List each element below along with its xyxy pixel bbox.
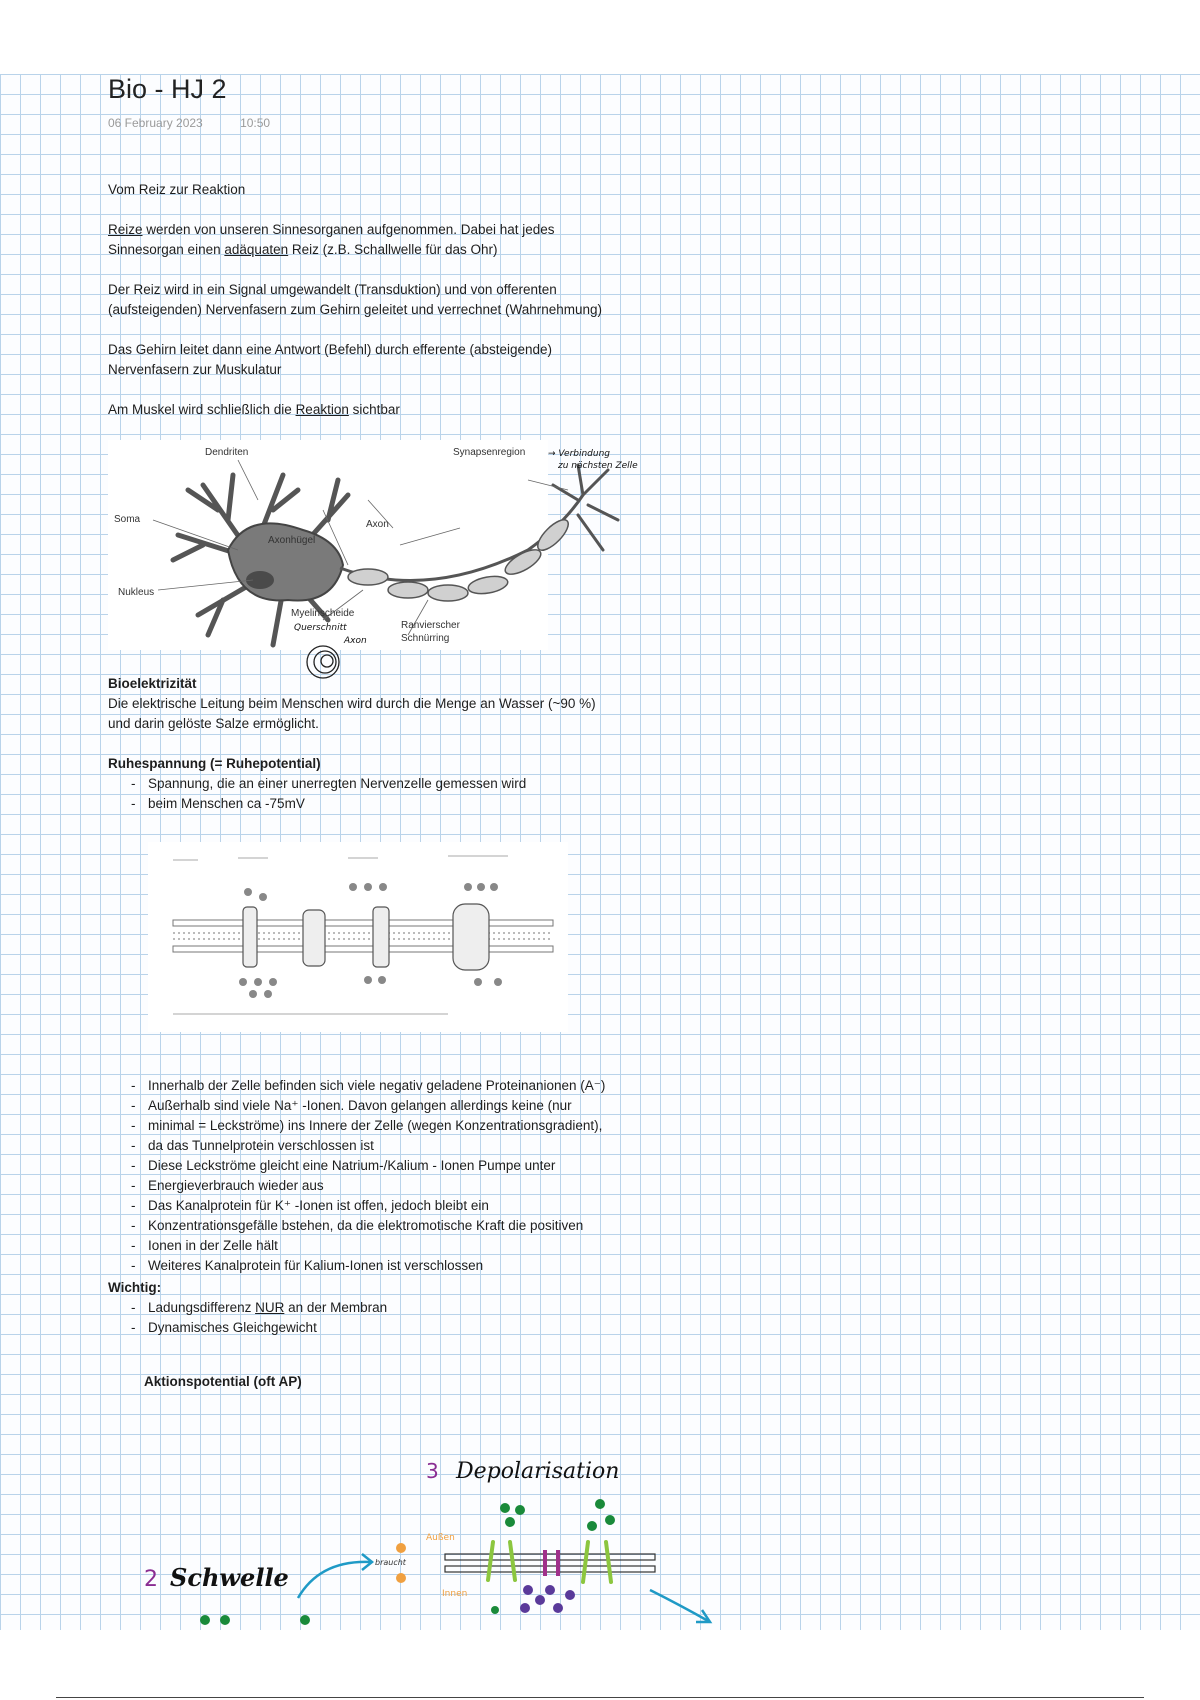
important-list: [128, 1298, 387, 1338]
page-time: 10:50: [240, 116, 271, 130]
label-ranvier-1: Ranvierscher: [401, 620, 460, 631]
anion-symbols: [520, 1585, 575, 1613]
handwritten-note: Axon: [344, 636, 367, 646]
section-title: Bioelektrizität: [108, 676, 197, 691]
facts-list: [128, 1076, 605, 1276]
label-dendrites: Dendriten: [205, 447, 249, 458]
text-span: Ionen in der Zelle hält: [148, 1238, 278, 1253]
membrane-sketch: [445, 1554, 655, 1572]
list-item: - Außerhalb sind viele Na⁺ -Ionen. Davon gelangen allerdings keine (nur: [128, 1096, 605, 1116]
list-item: - Dynamisches Gleichgewicht: [128, 1318, 387, 1338]
myelin-cross-section-sketch: [307, 646, 339, 678]
text-span: an der Membran: [284, 1300, 388, 1315]
paragraph-line: [108, 400, 400, 420]
underlined-word: Reaktion: [295, 402, 349, 417]
list-item-continued: [128, 1236, 605, 1256]
membrane-diagram: [148, 842, 568, 1032]
list-item-continued: [128, 1176, 605, 1196]
text-span: werden von unseren Sinnesorganen aufgenommen. Dabei hat jedes: [142, 222, 555, 237]
step-number-3: 3: [426, 1459, 439, 1483]
underlined-word: NUR: [255, 1300, 285, 1315]
paragraph-line: Nervenfasern zur Muskulatur: [108, 362, 282, 377]
paragraph-line: (aufsteigenden) Nervenfasern zum Gehirn geleitet und verrechnet (Wahrnehmung): [108, 302, 603, 317]
depolarisation-label: Depolarisation: [456, 1459, 620, 1484]
list-item: - beim Menschen ca -75mV: [128, 794, 526, 814]
text-span: Reiz (z.B. Schallwelle für das Ohr): [288, 242, 498, 257]
text-span: minimal = Leckströme) ins Innere der Zelle (wegen Konzentrationsgradient),: [148, 1118, 603, 1133]
schwelle-label: Schwelle: [170, 1563, 289, 1592]
underlined-word: Reize: [108, 222, 143, 237]
underlined-word: adäquaten: [224, 242, 289, 257]
paragraph-line: Die elektrische Leitung beim Menschen wird durch die Menge an Wasser (~90 %): [108, 696, 596, 711]
label-axon-hill: Axonhügel: [268, 535, 316, 546]
text-span: Energieverbrauch wieder aus: [148, 1178, 324, 1193]
sodium-ions: [200, 1499, 615, 1625]
label-soma: Soma: [114, 514, 141, 525]
text-span: da das Tunnelprotein verschlossen ist: [148, 1138, 374, 1153]
list-item: - Innerhalb der Zelle befinden sich viele negativ geladene Proteinanionen (A⁻): [128, 1076, 605, 1096]
section-heading: Vom Reiz zur Reaktion: [108, 182, 246, 197]
list-item-continued: [128, 1216, 605, 1236]
step-number-2: 2: [144, 1567, 158, 1592]
list-item: - Das Kanalprotein für K⁺ -Ionen ist offen, jedoch bleibt ein: [128, 1196, 605, 1216]
arrow-icon: [650, 1590, 710, 1622]
arrow-icon: [298, 1562, 370, 1598]
braucht-note: braucht: [375, 1558, 406, 1567]
text-span: Am Muskel wird schließlich die: [108, 402, 296, 417]
handwritten-note: zu nächsten Zelle: [558, 461, 638, 471]
label-ranvier-2: Schnürring: [401, 633, 450, 644]
list-item: - Weiteres Kanalprotein für Kalium-Ionen ist verschlossen: [128, 1256, 605, 1276]
list-item: - Diese Leckströme gleicht eine Natrium-/Kalium - Ionen Pumpe unter: [128, 1156, 605, 1176]
figure-background: [148, 842, 568, 1032]
aussen-label: Außen: [426, 1533, 455, 1543]
handwritten-note: → Verbindung: [548, 449, 611, 459]
list-item: - Spannung, die an einer unerregten Nervenzelle gemessen wird: [128, 774, 526, 794]
paragraph-line: und darin gelöste Salze ermöglicht.: [108, 716, 319, 731]
label-myelin: Myelinscheide: [291, 608, 355, 619]
section-title: Wichtig:: [108, 1280, 162, 1295]
handwritten-note: Querschnitt: [294, 623, 347, 633]
neuron-diagram: [108, 440, 668, 680]
paragraph-line: [108, 240, 498, 260]
text-span: Ladungsdifferenz: [148, 1300, 256, 1315]
paragraph-line: Das Gehirn leitet dann eine Antwort (Befehl) durch efferente (absteigende): [108, 342, 553, 357]
text-span: Sinnesorgan einen: [108, 242, 225, 257]
text-span: Konzentrationsgefälle bstehen, da die elektromotische Kraft die positiven: [148, 1218, 584, 1233]
innen-label: Innen: [442, 1589, 468, 1599]
label-synapse: Synapsenregion: [453, 447, 526, 458]
text-span: sichtbar: [348, 402, 400, 417]
channel-proteins: [488, 1542, 611, 1582]
label-nucleus: Nukleus: [118, 587, 155, 598]
page-meta: [108, 116, 304, 130]
paragraph-line: Der Reiz wird in ein Signal umgewandelt (Transduktion) und von offerenten: [108, 282, 557, 297]
list-item-continued: [128, 1136, 605, 1156]
action-potential-sketch: [130, 1450, 730, 1630]
section-title: Aktionspotential (oft AP): [144, 1374, 302, 1389]
page-title: Bio - HJ 2: [108, 74, 227, 104]
list-item-continued: [128, 1116, 605, 1136]
list-item: [128, 1298, 387, 1318]
section-title: Ruhespannung (= Ruhepotential): [108, 756, 321, 771]
page-date: 06 February 2023: [108, 116, 203, 130]
paragraph-line: [108, 220, 555, 240]
bottom-rule: [56, 1697, 1144, 1698]
rest-list: [128, 774, 526, 814]
label-axon: Axon: [366, 519, 389, 530]
